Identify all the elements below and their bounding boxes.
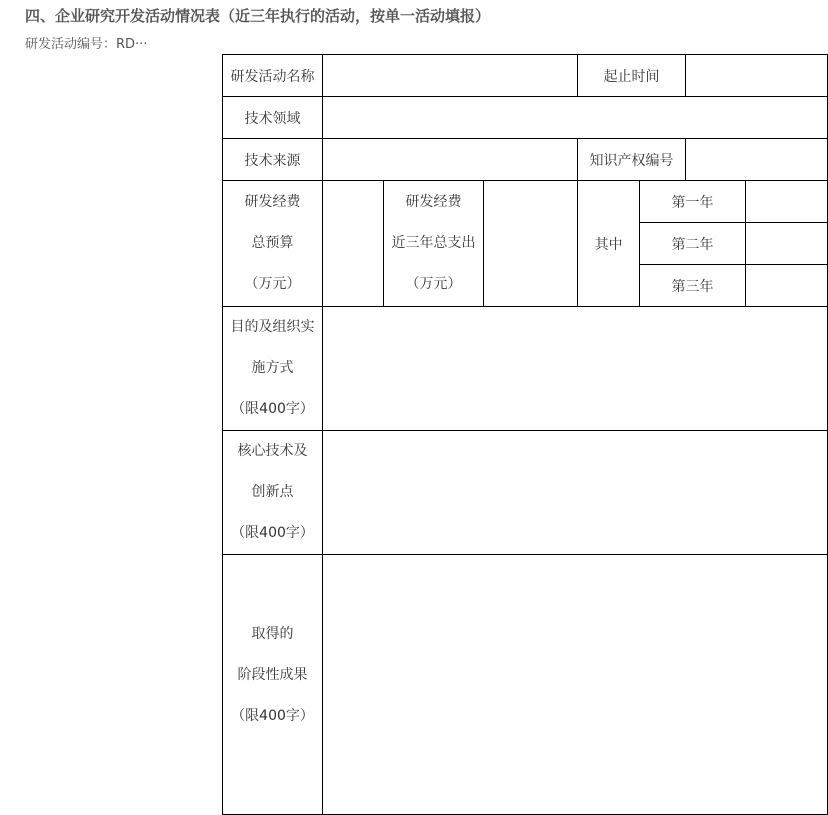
purpose-label-line: 目的及组织实 — [230, 319, 315, 335]
results-label-line: 阶段性成果 — [237, 667, 308, 683]
spend-input[interactable] — [483, 181, 577, 307]
budget-label — [223, 181, 323, 307]
purpose-label-line: （限400字） — [231, 401, 314, 417]
purpose-label-line: 施方式 — [251, 360, 294, 376]
spend-label-line: （万元） — [405, 276, 462, 292]
ip-number-label: 知识产权编号 — [578, 139, 686, 181]
year3-input[interactable] — [745, 265, 827, 307]
results-label-line: （限400字） — [231, 708, 314, 724]
rd-activity-form — [222, 54, 828, 815]
budget-label-line: 研发经费 — [244, 194, 301, 210]
ip-number-input[interactable] — [685, 139, 827, 181]
year3-label: 第三年 — [640, 265, 746, 307]
spend-label-line: 近三年总支出 — [391, 235, 476, 251]
core-tech-input[interactable] — [323, 431, 828, 555]
core-tech-label — [223, 431, 323, 555]
core-tech-label-line: （限400字） — [231, 525, 314, 541]
tech-field-label: 技术领域 — [223, 97, 323, 139]
activity-number-label: 研发活动编号：RD··· — [25, 37, 148, 52]
activity-name-label: 研发活动名称 — [223, 55, 323, 97]
core-tech-label-line: 核心技术及 — [237, 443, 308, 459]
results-input[interactable] — [323, 555, 828, 815]
section-heading: 四、企业研究开发活动情况表（近三年执行的活动，按单一活动填报） — [25, 7, 491, 25]
purpose-label — [223, 307, 323, 431]
year2-label: 第二年 — [640, 223, 746, 265]
budget-input[interactable] — [323, 181, 384, 307]
activity-name-field[interactable] — [323, 55, 578, 97]
tech-field-input[interactable] — [323, 97, 828, 139]
purpose-input[interactable] — [323, 307, 828, 431]
spend-label — [384, 181, 483, 307]
period-label: 起止时间 — [578, 55, 686, 97]
year1-label: 第一年 — [640, 181, 746, 223]
budget-label-line: （万元） — [244, 276, 301, 292]
tech-source-input[interactable] — [323, 139, 578, 181]
core-tech-label-line: 创新点 — [251, 484, 294, 500]
tech-source-label: 技术来源 — [223, 139, 323, 181]
spend-label-line: 研发经费 — [405, 194, 462, 210]
results-label-line: 取得的 — [251, 626, 294, 642]
year1-input[interactable] — [745, 181, 827, 223]
results-label — [223, 555, 323, 815]
of-which-label: 其中 — [578, 181, 640, 307]
year2-input[interactable] — [745, 223, 827, 265]
budget-label-line: 总预算 — [251, 235, 294, 251]
period-field[interactable] — [685, 55, 827, 97]
